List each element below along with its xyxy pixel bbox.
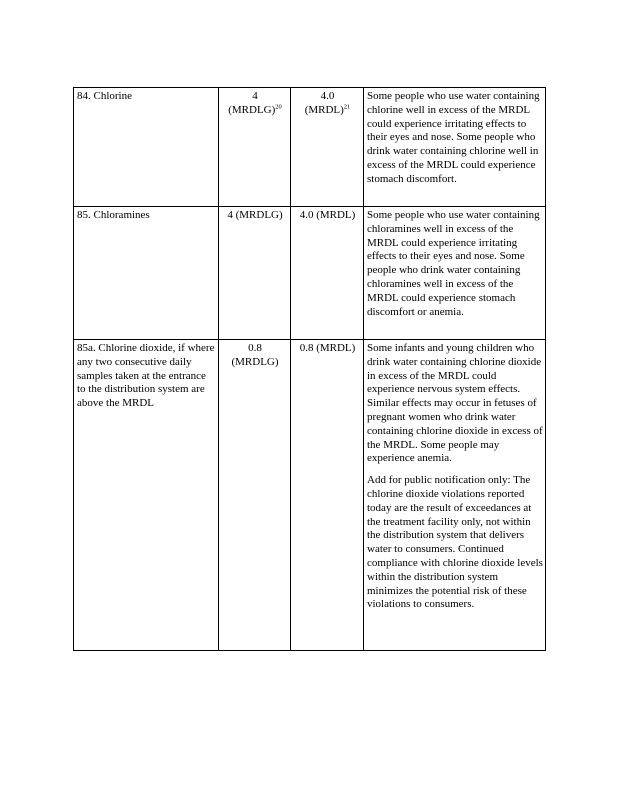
- mrdlg-text: 4 (MRDLG): [227, 209, 283, 221]
- table-row: [74, 88, 546, 207]
- contaminant-cell: [74, 207, 219, 340]
- mrdl-unit: (MRDL): [304, 103, 344, 116]
- mrdlg-unit: (MRDLG): [231, 355, 279, 368]
- mrdl-value: 4.0: [320, 90, 335, 102]
- mrdlg-cell: [219, 207, 291, 340]
- health-effects-text: Some people who use water containing chloramines well in excess of the MRDL could experience irritating effects to their eyes and nose. Some people who drink water containing chloramines well in excess of the MRDL could experience stomach discomfort or anemia.: [367, 209, 540, 318]
- contaminant-table: [73, 87, 546, 651]
- health-effects-text: Some people who use water containing chlorine well in excess of the MRDL could experience irritating effects to their eyes and nose. Some people who drink water containing chlorine well in excess of the MRDL could experience stomach discomfort.: [367, 90, 540, 185]
- health-effects-cell: [364, 340, 546, 651]
- footnote-ref[interactable]: 20: [275, 103, 282, 111]
- table-row: [74, 207, 546, 340]
- contaminant-cell: [74, 88, 219, 207]
- mrdl-text: 4.0 (MRDL): [299, 209, 356, 221]
- mrdl-cell: [291, 88, 364, 207]
- health-effects-cell: [364, 88, 546, 207]
- public-notification-note: Add for public notification only: The chlorine dioxide violations reported today are the result of exceedances at the treatment facility only, not within the distribution system that delivers water to consumers. Continued compliance with chlorine dioxide levels within the distribution system minimizes the potential risk of these violations to consumers.: [367, 474, 543, 611]
- table-row: [74, 340, 546, 651]
- health-effects-cell: [364, 207, 546, 340]
- contaminant-name: 85a. Chlorine dioxide, if where any two consecutive daily samples taken at the entrance to the distribution system are above the MRDL: [77, 342, 215, 410]
- contaminant-name: 85. Chloramines: [77, 209, 150, 221]
- footnote-ref[interactable]: 21: [343, 103, 351, 111]
- mrdlg-value: 4: [252, 90, 258, 102]
- mrdlg-unit: (MRDLG): [228, 103, 276, 116]
- contaminant-name: 84. Chlorine: [77, 90, 132, 102]
- mrdl-text: 0.8 (MRDL): [299, 342, 356, 354]
- mrdlg-cell: [219, 340, 291, 651]
- mrdl-cell: [291, 340, 364, 651]
- mrdlg-value: 0.8: [248, 342, 262, 354]
- mrdl-cell: [291, 207, 364, 340]
- contaminant-cell: [74, 340, 219, 651]
- mrdlg-cell: [219, 88, 291, 207]
- health-effects-text: Some infants and young children who drink water containing chlorine dioxide in excess of the MRDL could experience nervous system effects. Similar effects may occur in fetuses of pregnant women who drink water containing chlorine dioxide in excess of the MRDL. Some people may experience anemia.: [367, 342, 543, 465]
